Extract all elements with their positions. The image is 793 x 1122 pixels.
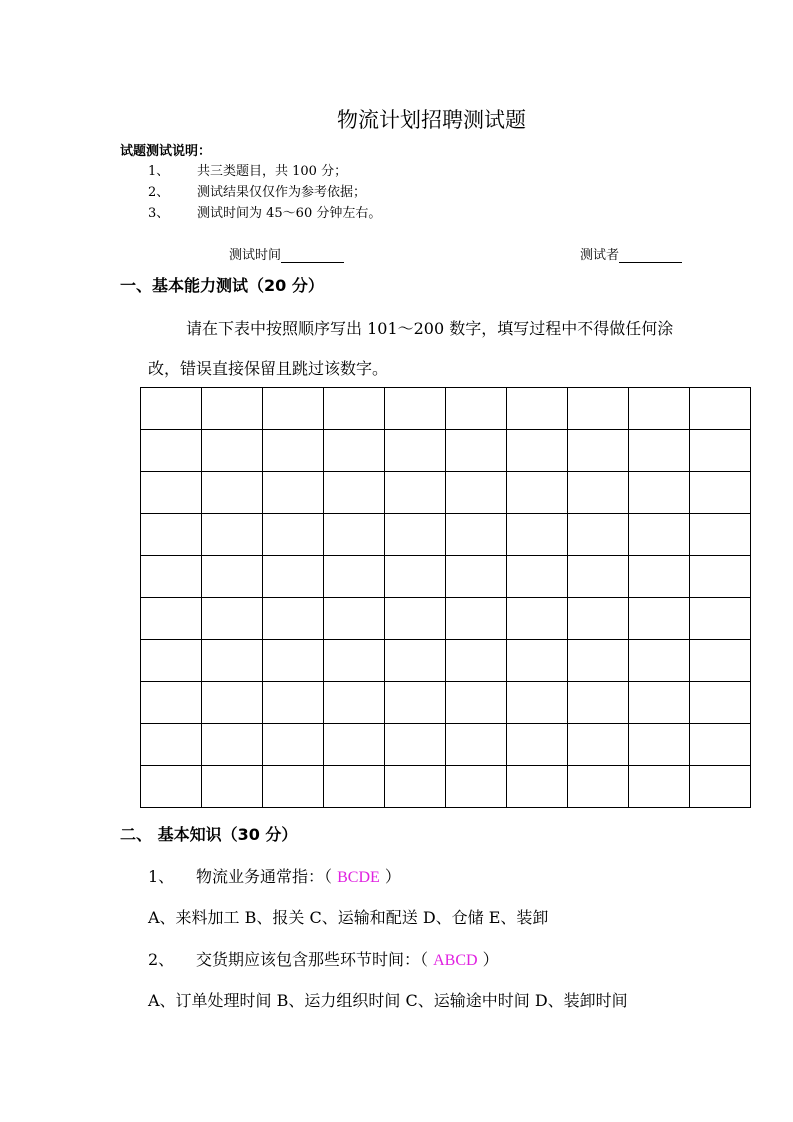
- grid-cell[interactable]: [263, 556, 324, 598]
- grid-cell[interactable]: [141, 388, 202, 430]
- grid-cell[interactable]: [690, 682, 751, 724]
- grid-cell[interactable]: [629, 640, 690, 682]
- grid-cell[interactable]: [324, 556, 385, 598]
- grid-cell[interactable]: [446, 724, 507, 766]
- question-close: ）: [384, 867, 401, 886]
- question-number: 2、: [148, 950, 175, 969]
- grid-cell[interactable]: [263, 472, 324, 514]
- note-number: 1、: [148, 164, 170, 179]
- grid-row: [141, 724, 751, 766]
- grid-cell[interactable]: [324, 472, 385, 514]
- grid-cell[interactable]: [629, 472, 690, 514]
- grid-cell[interactable]: [568, 472, 629, 514]
- grid-cell[interactable]: [690, 472, 751, 514]
- grid-cell[interactable]: [202, 388, 263, 430]
- note-item: [148, 181, 366, 200]
- grid-cell[interactable]: [629, 598, 690, 640]
- grid-cell[interactable]: [629, 556, 690, 598]
- grid-cell[interactable]: [568, 514, 629, 556]
- grid-cell[interactable]: [690, 430, 751, 472]
- grid-cell[interactable]: [385, 388, 446, 430]
- grid-cell[interactable]: [507, 388, 568, 430]
- grid-cell[interactable]: [385, 724, 446, 766]
- grid-row: [141, 388, 751, 430]
- grid-cell[interactable]: [629, 514, 690, 556]
- grid-cell[interactable]: [141, 766, 202, 808]
- grid-cell[interactable]: [568, 556, 629, 598]
- grid-row: [141, 556, 751, 598]
- grid-cell[interactable]: [141, 430, 202, 472]
- question-2: [148, 947, 499, 970]
- grid-cell[interactable]: [141, 472, 202, 514]
- section1-instruction-line2: 改，错误直接保留且跳过该数字。: [148, 359, 389, 378]
- question-1-options: A、来料加工 B、报关 C、运输和配送 D、仓储 E、装卸: [148, 908, 549, 927]
- grid-cell[interactable]: [629, 724, 690, 766]
- grid-cell[interactable]: [507, 598, 568, 640]
- grid-cell[interactable]: [202, 640, 263, 682]
- grid-cell[interactable]: [385, 640, 446, 682]
- grid-cell[interactable]: [324, 598, 385, 640]
- grid-cell[interactable]: [446, 766, 507, 808]
- grid-cell[interactable]: [263, 766, 324, 808]
- grid-cell[interactable]: [202, 598, 263, 640]
- grid-cell[interactable]: [141, 598, 202, 640]
- grid-cell[interactable]: [141, 724, 202, 766]
- grid-cell[interactable]: [507, 556, 568, 598]
- section1-instruction-line1: 请在下表中按照顺序写出 101～200 数字，填写过程中不得做任何涂: [186, 319, 674, 338]
- grid-cell[interactable]: [629, 682, 690, 724]
- grid-cell[interactable]: [568, 724, 629, 766]
- tester-blank[interactable]: [619, 248, 682, 263]
- test-time-blank[interactable]: [281, 248, 344, 263]
- grid-cell[interactable]: [263, 598, 324, 640]
- grid-cell[interactable]: [446, 598, 507, 640]
- grid-cell[interactable]: [324, 514, 385, 556]
- grid-cell[interactable]: [263, 430, 324, 472]
- grid-cell[interactable]: [629, 388, 690, 430]
- grid-cell[interactable]: [568, 640, 629, 682]
- grid-cell[interactable]: [324, 430, 385, 472]
- grid-cell[interactable]: [568, 766, 629, 808]
- grid-cell[interactable]: [324, 682, 385, 724]
- grid-cell[interactable]: [202, 556, 263, 598]
- note-number: 2、: [148, 185, 170, 200]
- grid-cell[interactable]: [385, 766, 446, 808]
- grid-cell[interactable]: [385, 682, 446, 724]
- grid-cell[interactable]: [385, 472, 446, 514]
- grid-row: [141, 640, 751, 682]
- note-number: 3、: [148, 206, 170, 221]
- grid-cell[interactable]: [507, 682, 568, 724]
- grid-cell[interactable]: [141, 556, 202, 598]
- grid-cell[interactable]: [690, 556, 751, 598]
- grid-cell[interactable]: [202, 430, 263, 472]
- grid-cell[interactable]: [446, 514, 507, 556]
- question-2-options: A、订单处理时间 B、运力组织时间 C、运输途中时间 D、装卸时间: [148, 991, 628, 1010]
- grid-cell[interactable]: [141, 514, 202, 556]
- grid-cell[interactable]: [446, 472, 507, 514]
- grid-cell[interactable]: [690, 724, 751, 766]
- grid-cell[interactable]: [568, 682, 629, 724]
- grid-row: [141, 430, 751, 472]
- question-1: [148, 864, 401, 887]
- grid-cell[interactable]: [263, 682, 324, 724]
- grid-row: [141, 766, 751, 808]
- grid-cell[interactable]: [568, 388, 629, 430]
- grid-cell[interactable]: [385, 556, 446, 598]
- question-number: 1、: [148, 867, 175, 886]
- test-time-field: [229, 244, 344, 263]
- answer-text: ABCD: [433, 952, 478, 969]
- grid-cell[interactable]: [446, 556, 507, 598]
- grid-row: [141, 598, 751, 640]
- grid-cell[interactable]: [263, 514, 324, 556]
- grid-cell[interactable]: [507, 472, 568, 514]
- grid-cell[interactable]: [202, 724, 263, 766]
- grid-cell[interactable]: [141, 682, 202, 724]
- question-text: 物流业务通常指：（: [196, 867, 333, 886]
- note-text: 测试时间为 45～60 分钟左右。: [197, 206, 382, 221]
- tester-field: [580, 244, 682, 263]
- grid-cell[interactable]: [690, 766, 751, 808]
- grid-cell[interactable]: [629, 766, 690, 808]
- answer-text: BCDE: [337, 869, 380, 886]
- grid-cell[interactable]: [507, 430, 568, 472]
- section2-heading: 二、 基本知识（30 分）: [120, 825, 298, 844]
- number-grid: [140, 387, 751, 808]
- note-item: [148, 202, 381, 221]
- grid-cell[interactable]: [446, 682, 507, 724]
- grid-cell[interactable]: [202, 514, 263, 556]
- grid-cell[interactable]: [568, 598, 629, 640]
- notes-heading: 试题测试说明：: [120, 144, 212, 159]
- grid-cell[interactable]: [568, 430, 629, 472]
- grid-cell[interactable]: [324, 766, 385, 808]
- grid-cell[interactable]: [446, 640, 507, 682]
- grid-cell[interactable]: [324, 724, 385, 766]
- grid-cell[interactable]: [690, 388, 751, 430]
- grid-cell[interactable]: [202, 682, 263, 724]
- grid-cell[interactable]: [629, 430, 690, 472]
- test-time-label: 测试时间: [229, 248, 282, 263]
- question-text: 交货期应该包含那些环节时间：（: [196, 950, 429, 969]
- grid-cell[interactable]: [263, 724, 324, 766]
- grid-cell[interactable]: [141, 640, 202, 682]
- tester-label: 测试者: [580, 248, 620, 263]
- note-text: 测试结果仅仅作为参考依据；: [197, 185, 367, 200]
- grid-row: [141, 472, 751, 514]
- grid-cell[interactable]: [690, 514, 751, 556]
- grid-cell[interactable]: [507, 514, 568, 556]
- grid-cell[interactable]: [263, 640, 324, 682]
- grid-cell[interactable]: [446, 430, 507, 472]
- grid-cell[interactable]: [385, 430, 446, 472]
- grid-cell[interactable]: [324, 640, 385, 682]
- grid-cell[interactable]: [202, 472, 263, 514]
- note-text: 共三类题目，共 100 分；: [197, 164, 348, 179]
- grid-cell[interactable]: [507, 640, 568, 682]
- grid-cell[interactable]: [690, 598, 751, 640]
- grid-cell[interactable]: [385, 514, 446, 556]
- grid-cell[interactable]: [263, 388, 324, 430]
- page-title: 物流计划招聘测试题: [337, 108, 526, 132]
- grid-row: [141, 514, 751, 556]
- grid-cell[interactable]: [690, 640, 751, 682]
- grid-cell[interactable]: [324, 388, 385, 430]
- section1-heading: 一、基本能力测试（20 分）: [120, 276, 324, 295]
- question-close: ）: [482, 950, 499, 969]
- note-item: [148, 160, 347, 179]
- grid-cell[interactable]: [507, 766, 568, 808]
- grid-cell[interactable]: [446, 388, 507, 430]
- grid-cell[interactable]: [385, 598, 446, 640]
- grid-cell[interactable]: [507, 724, 568, 766]
- grid-cell[interactable]: [202, 766, 263, 808]
- grid-row: [141, 682, 751, 724]
